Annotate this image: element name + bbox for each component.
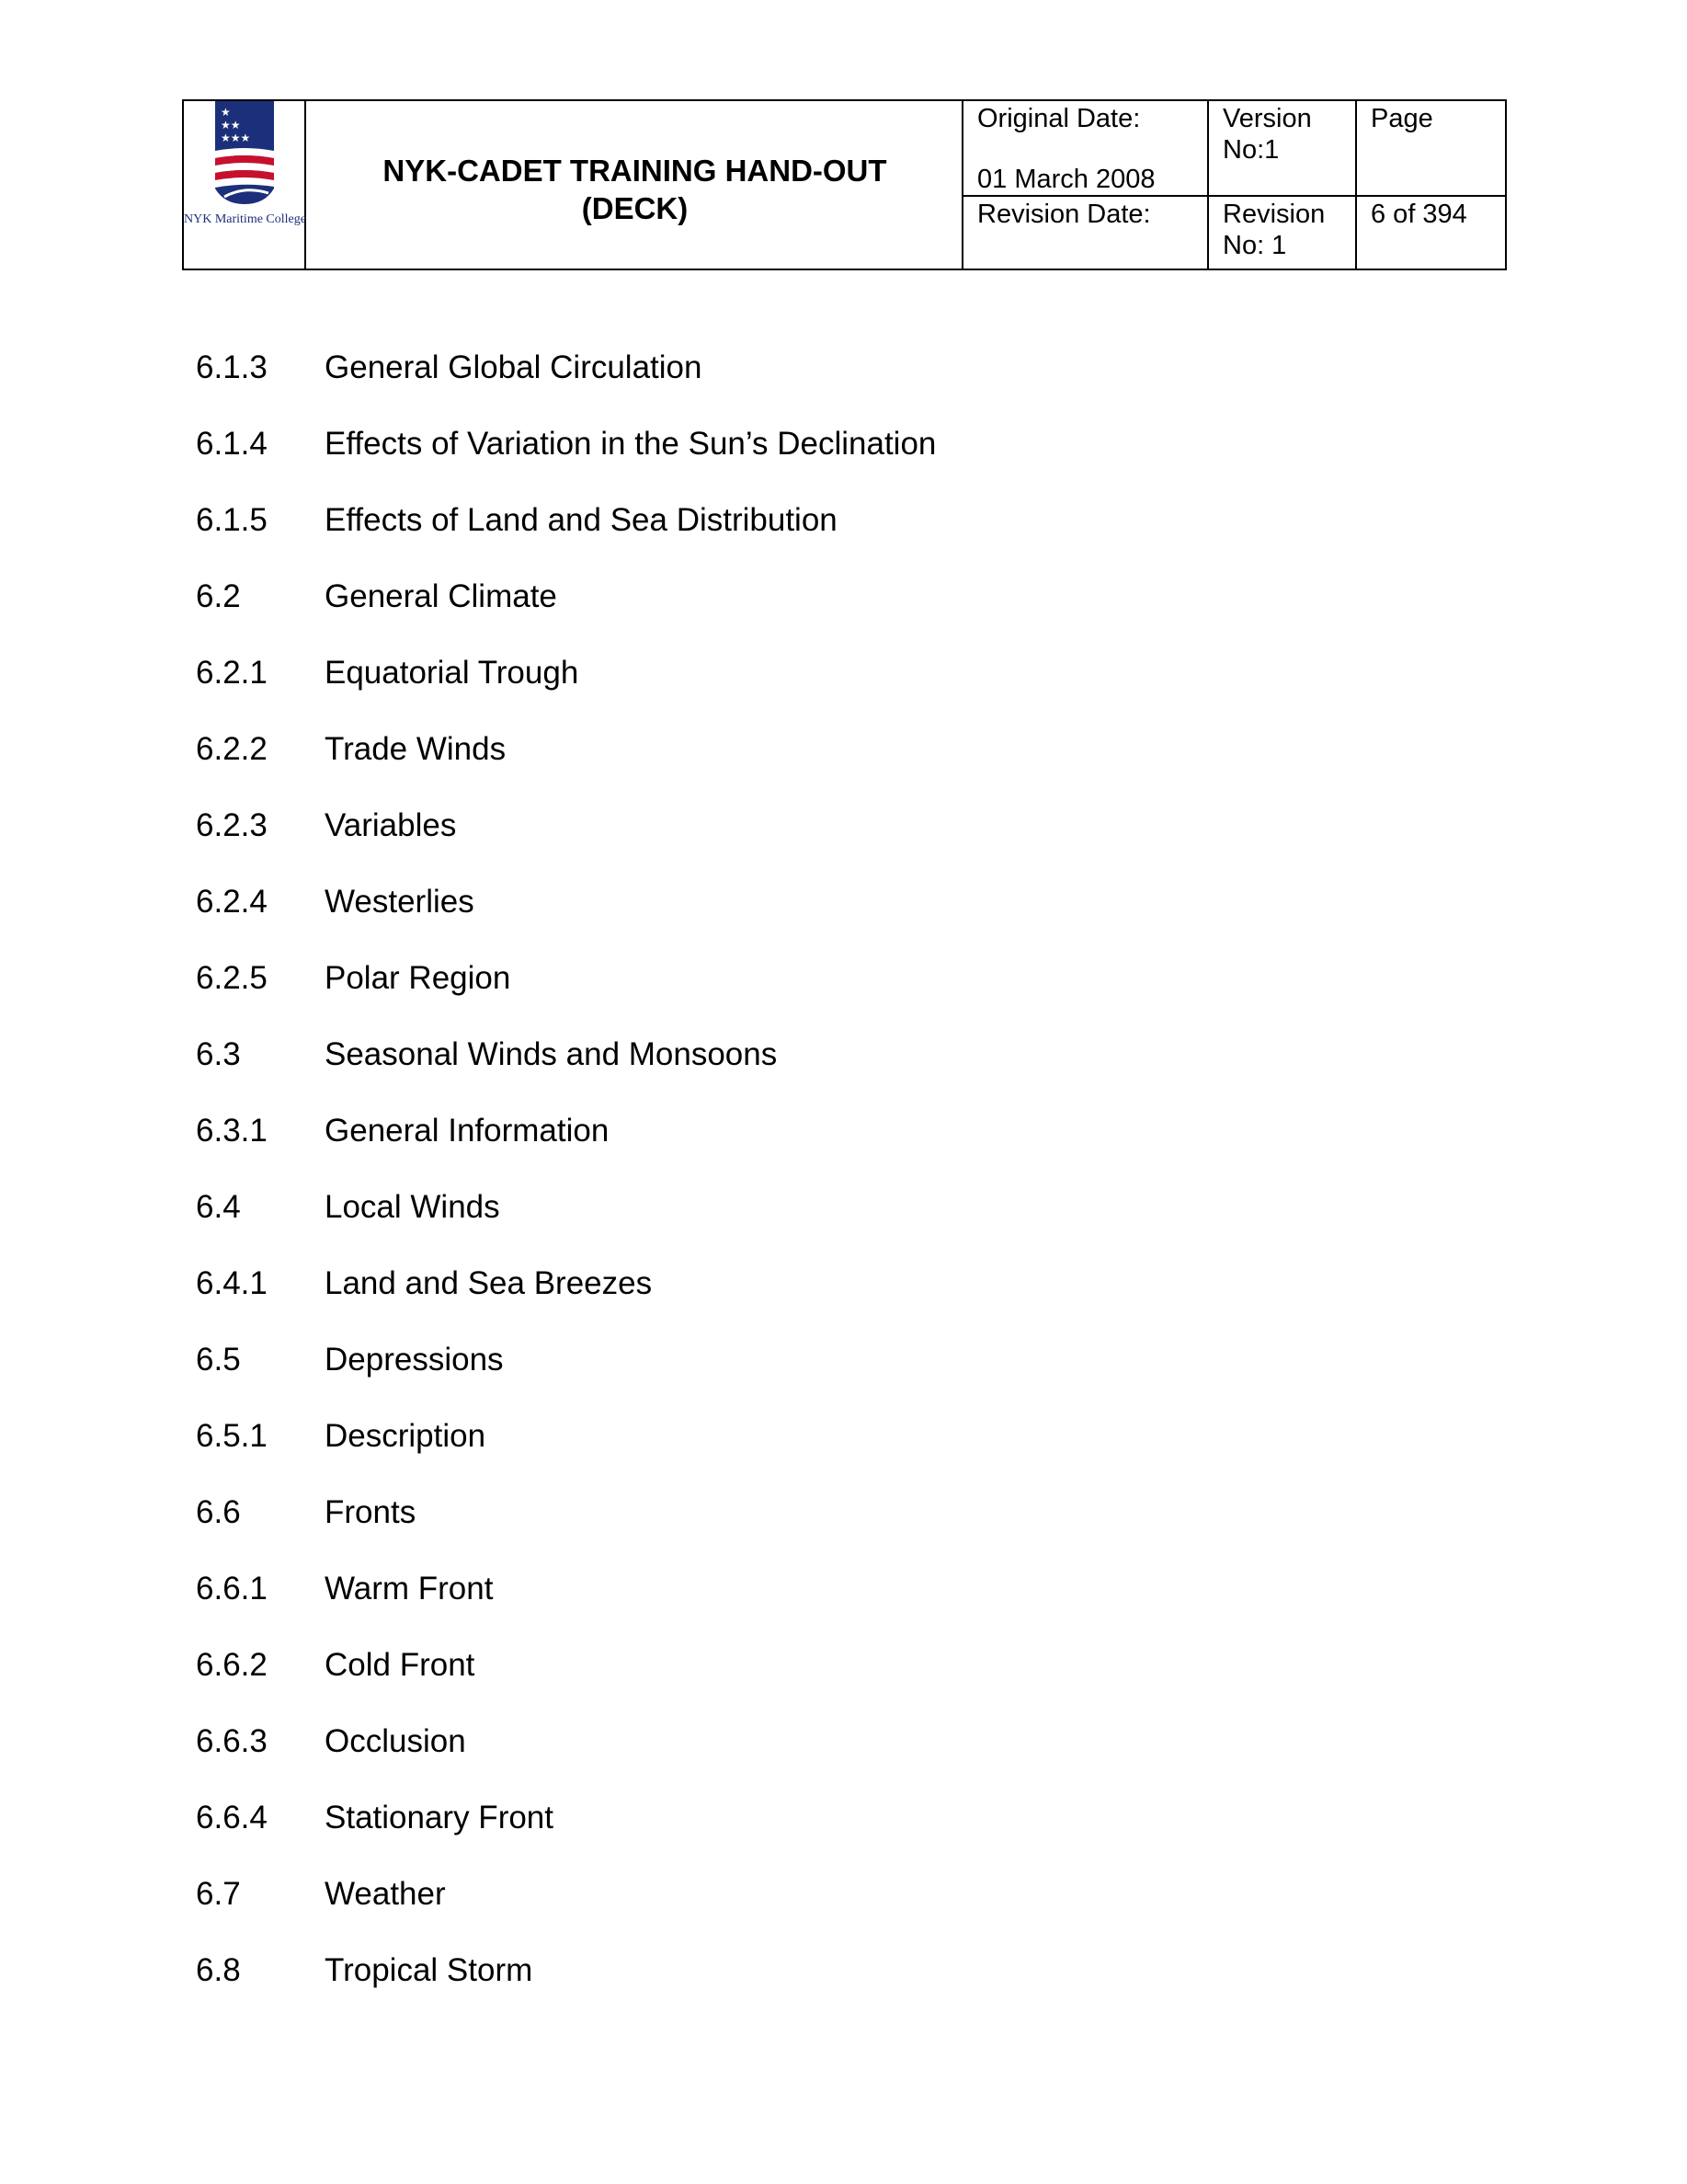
title-line-1: NYK-CADET TRAINING HAND-OUT [382, 154, 887, 188]
toc-number: 6.2.2 [196, 731, 268, 767]
header-divider [962, 195, 1505, 197]
toc-number: 6.6.2 [196, 1647, 268, 1683]
header-divider [1207, 101, 1209, 269]
logo-caption: NYK Maritime College [184, 212, 306, 226]
toc-title: General Information [325, 1113, 610, 1149]
toc-number: 6.2.1 [196, 655, 268, 691]
revision-date-label: Revision Date: [977, 200, 1151, 229]
version-label: Version [1223, 104, 1312, 133]
document-title [382, 143, 886, 227]
toc-number: 6.2 [196, 578, 241, 614]
college-logo [211, 101, 278, 210]
toc-number: 6.3 [196, 1036, 241, 1072]
toc-number: 6.2.5 [196, 960, 268, 996]
toc-title: Polar Region [325, 960, 511, 996]
toc-title: Trade Winds [325, 731, 507, 767]
page-number: 6 of 394 [1371, 200, 1467, 229]
toc-title: Stationary Front [325, 1800, 553, 1835]
svg-text:★★★: ★★★ [221, 131, 251, 144]
toc-number: 6.5 [196, 1342, 241, 1378]
toc-number: 6.7 [196, 1876, 241, 1912]
version-number: No:1 [1223, 135, 1280, 165]
toc-title: Occlusion [325, 1723, 466, 1759]
toc-title: Depressions [325, 1342, 504, 1378]
toc-title: Land and Sea Breezes [325, 1265, 653, 1301]
svg-text:★: ★ [221, 106, 231, 119]
original-date-value: 01 March 2008 [977, 165, 1156, 194]
logo-cell [184, 101, 306, 269]
toc-title: Weather [325, 1876, 446, 1912]
revision-label: Revision [1223, 200, 1326, 229]
toc-number: 6.5.1 [196, 1418, 268, 1454]
toc-number: 6.8 [196, 1952, 241, 1988]
toc-title: Westerlies [325, 884, 474, 920]
toc-number: 6.6.4 [196, 1800, 268, 1835]
toc-title: Fronts [325, 1494, 416, 1530]
toc-title: Local Winds [325, 1189, 500, 1225]
toc-number: 6.3.1 [196, 1113, 268, 1149]
toc-title: General Global Circulation [325, 349, 702, 385]
title-cell [306, 101, 963, 269]
toc-title: General Climate [325, 578, 557, 614]
toc-title: Tropical Storm [325, 1952, 533, 1988]
toc-title: Effects of Land and Sea Distribution [325, 502, 838, 538]
toc-number: 6.6.3 [196, 1723, 268, 1759]
toc-number: 6.1.3 [196, 349, 268, 385]
svg-text:★★: ★★ [221, 119, 241, 131]
toc-number: 6.2.4 [196, 884, 268, 920]
toc-title: Equatorial Trough [325, 655, 579, 691]
toc-number: 6.6 [196, 1494, 241, 1530]
toc-number: 6.4.1 [196, 1265, 268, 1301]
toc-title: Warm Front [325, 1571, 494, 1607]
toc-number: 6.1.4 [196, 426, 268, 462]
revision-number: No: 1 [1223, 231, 1287, 260]
page-label: Page [1371, 104, 1433, 133]
header-divider [1355, 101, 1357, 269]
original-date-label: Original Date: [977, 104, 1141, 133]
toc-number: 6.4 [196, 1189, 241, 1225]
toc-number: 6.6.1 [196, 1571, 268, 1607]
toc-title: Cold Front [325, 1647, 475, 1683]
title-line-2: (DECK) [581, 191, 689, 225]
toc-number: 6.1.5 [196, 502, 268, 538]
toc-number: 6.2.3 [196, 807, 268, 843]
toc-title: Description [325, 1418, 486, 1454]
toc-title: Variables [325, 807, 457, 843]
toc-title: Effects of Variation in the Sun’s Declination [325, 426, 937, 462]
toc-title: Seasonal Winds and Monsoons [325, 1036, 778, 1072]
document-header [182, 99, 1507, 270]
